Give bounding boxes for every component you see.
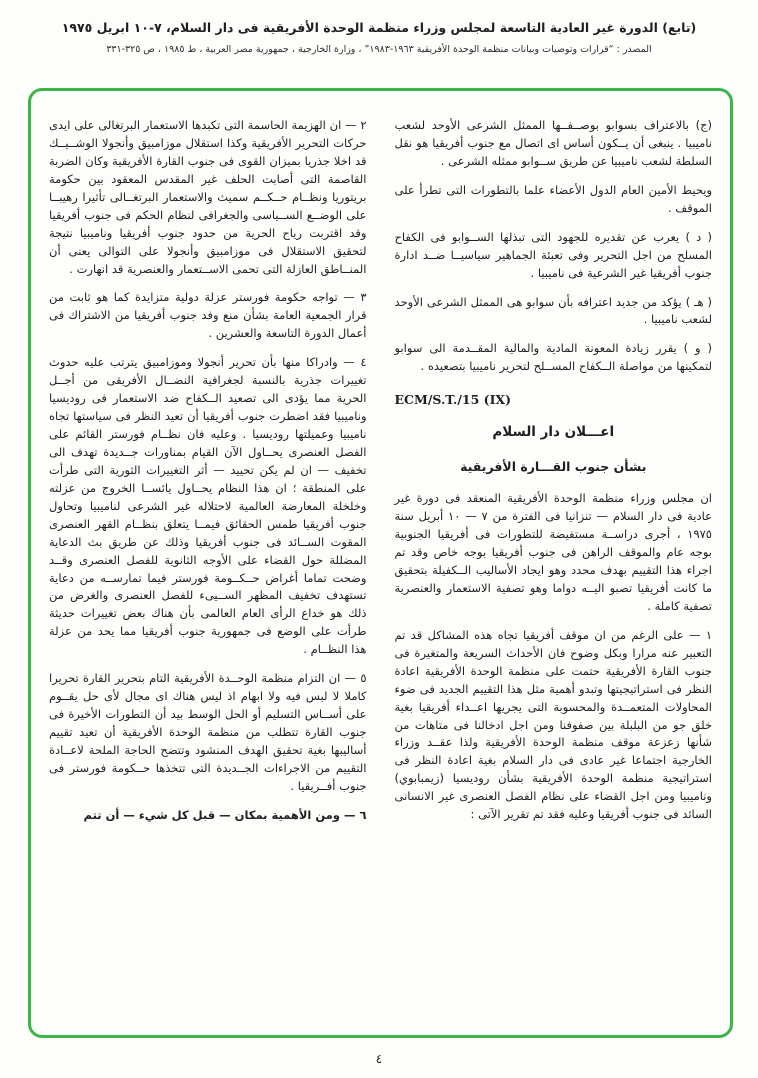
header-source-note: المصدر : “قرارات وتوصيات وبيانات منظمة الوحدة الأفريقية ١٩٦٣-١٩٨٣” ، وزارة الخارجية ، جمهورية مصر العربية ، ط ١٩٨٥ ، ص ٣٢٥-٣٣١ <box>106 44 652 55</box>
paragraph-3: ٣ — تواجه حكومة فورستر عزلة دولية متزايدة كما هو ثابت من قرار الجمعية العامة بشأن منع وفد جنوب أفريقيا من الاشتراك فى أعمال الدورة التاسعة والعشرين . <box>49 290 367 341</box>
paragraph-item-ha: ( هـ ) يؤكد من جديد اعترافه بأن سوابو هى الممثل الشرعى الأوحد لشعب ناميبيا . <box>394 294 712 327</box>
paragraph-2: ٢ — ان الهزيمة الحاسمة التى تكبدها الاستعمار البرتغالى على ايدى حركات التحرير الأفريقية وكذا استقلال موزامبيق وأنجولا الوشــيــك قد اخلا جذريا بميزان القوى فى جنوب القارة الأفريقية وكان الضربة القاصمة التى أصابت الحلف غير المقدس المعقود بين حكومة بريتوريا ونظــام حــكــم سميث والاستعمار البرتغــالى تأثيرا رهيبــا على الوضــع الســياسى والجغرافى لنظام الحكم فى جنوب أفريقيا وقد اقتربت رياح الحرية من حدود جنوب أفريقيا وناميبيا نتيجة لتحقيق الاستقلال فى موزامبيق وأنجولا على التوالى يعنى أن المنــاطق العازلة التى تحمى الاســتعمار والعنصرية قد انهارت . <box>49 118 367 276</box>
column-left <box>49 117 367 1017</box>
paragraph-secretary-general-note: ويحيط الأمين العام الدول الأعضاء علما بالتطورات التى تطرأ على الموقف . <box>394 182 712 215</box>
document-frame <box>28 88 733 1038</box>
paragraph-preamble: ان مجلس وزراء منظمة الوحدة الأفريقية المنعقد فى دورة غير عادية فى دار السلام — تنزانيا فى الفترة من ٧ — ١٠ أبريل سنة ١٩٧٥ ، أجرى دراســة مستفيضة للتطورات فى أفريقيا الجنوبية بوجه عام والموقف الراهن فى جنوب أفريقيا بوجه خاص وقد تم اجراء هذا التقييم بهدف محدد وهو ايجاد الأساليب الــكفيلة بتحقيق ما كانت أفريقيا تصبو اليــه دواما وهو تصفية الاستعمار والعنصرية تصفية كاملة . <box>394 491 712 613</box>
paragraph-4: ٤ — وادراكا منها بأن تحرير أنجولا وموزامبيق يترتب عليه حدوث تغييرات جذرية بالنسبة لجغرافية النضــال الأفريقى من أجــل الحرية مما يؤدى الى تصعيد الــكفاح ضد الاستعمار فى روديسيا وناميبيا فقد اضطرت جنوب أفريقيا أن تعيد النظر فى سياستها تجاه ناميبيا وعميلتها روديسيا . وعليه فان نظــام فورستر القائم على الفصل العنصرى يحــاول الآن القيام بمناورات جــديدة تهدف الى تخفيف — ان لم يكن تحييد — أثر التغييرات الثورية التى طرأت على المنطقة ؛ ان هذا النظام يحــاول يائســا الخروج من عزلته وخلخلة المعارضة العالمية لاحتلاله غير الشرعى لناميبيا وتحاول جنوب أفريقيا طمس الحقائق فيمــا يتعلق بنظــام القهر العنصرى المقوت الســائد فى جنوب أفريقيا وذلك عن طريق بث الدعاية المضللة حول القضاء على الأوجه الثانوية للفصل العنصرى وقــد وضحت تماما أغراض حــكــومة فورستر فيما تمارســه من دعاية تستهدف تخفيف المظهر الســيىء للفصل العنصرى والغرض من ذلك هو خداع الرأى العام العالمى بأن هناك بعض تغييرات حديثة طرأت على الوضع فى جمهورية جنوب أفريقيا مما يحد من عزلة هذا النظــام . <box>49 355 367 657</box>
text-columns <box>49 117 712 1017</box>
column-right <box>395 117 713 1017</box>
paragraph-item-jeem: (ج) بالاعتراف بسوابو بوصــفــها الممثل الشرعى الأوحد لشعب ناميبيا . ينبغى أن يــكون أساس اى اتصال مع جنوب أفريقيا هو نقل السلطة لشعب ناميبيا عن طريق ســوابو ممثله الشرعى . <box>394 118 712 168</box>
paragraph-item-dal: ( د ) يعرب عن تقديره للجهود التى تبذلها الســوابو فى الكفاح المسلح من اجل التحرير وفى تعبئة الجماهير سياسيــا ضــد ادارة جنوب أفريقيا غير الشرعية فى ناميبيا . <box>394 229 712 280</box>
page-number: ٤ <box>375 1052 383 1066</box>
declaration-subtitle: بشأن جنوب القـــارة الأفريقية <box>460 458 647 474</box>
paragraph-1: ١ — على الرغم من ان موقف أفريقيا تجاه هذه المشاكل قد تم التعبير عنه مرارا وبكل وضوح فان الأحداث السريعة والمتغيرة فى جنوب القارة الأفريقية حتمت على منظمة الوحدة الأفريقية اعادة النظر فى استراتيجيتها وتبدو أهمية مثل هذا التقييم الجديد فى ضوء المحاولات المتعمــدة والمحسوبة التى يجريها اعــداء أفريقيا بغية خلق جو من البلبلة بين صفوفنا ومن اجل ادخالنا فى متاهات من شأنها زعزعة موقف منظمة الوحدة الأفريقية ولذا عقــد وزراء الخارجية اجتماعا غير عادى فى دار السلام بغية اعادة النظر فى استراتيجية منظمة الوحدة الأفريقية بشأن روديسيا (زيمبابوي) وناميبيا ومن اجل القضاء على نظام الفصل العنصرى غير الانسانى السائد فى جنوب أفريقيا وعليه فقد تم تقرير الآتى : <box>394 627 712 822</box>
header-session-title: (تابع) الدورة غير العادية التاسعة لمجلس وزراء منظمة الوحدة الأفريقية فى دار السلام، ٧-١٠ ابريل ١٩٧٥ <box>61 20 697 35</box>
paragraph-6: ٦ — ومن الأهمية بمكان — قبل كل شيء — أن تتم <box>83 807 367 822</box>
document-reference-code: ECM/S.T./15 (IX) <box>394 392 512 408</box>
declaration-title: اعـــلان دار السلام <box>492 423 615 440</box>
page-header <box>0 0 758 55</box>
paragraph-item-waw: ( و ) يقرر زيادة المعونة المادية والمالية المقــدمة الى سوابو لتمكينها من مواصلة الــكفاح المســلح لتحرير ناميبيا بتصعيده . <box>394 341 712 374</box>
paragraph-5: ٥ — ان التزام منظمة الوحــدة الأفريقية التام بتحرير القارة تحريرا كاملا لا لبس فيه ولا ابهام اذ ليس هناك اى مجال لأى حل يقــوم على أســاس التسليم أو الحل الوسط بيد أن التطورات الأخيرة فى جنوب القارة تتطلب من منظمة الوحدة الأفريقية أن تعيد تقييم أساليبها بغية تحقيق الهدف المنشود وتتضح الحاجة الملحة لاعــادة التقييم من الاجراءات الجــديدة التى تتخذها حــكومة فورستر فى جنوب أفــريقيا . <box>49 671 367 793</box>
